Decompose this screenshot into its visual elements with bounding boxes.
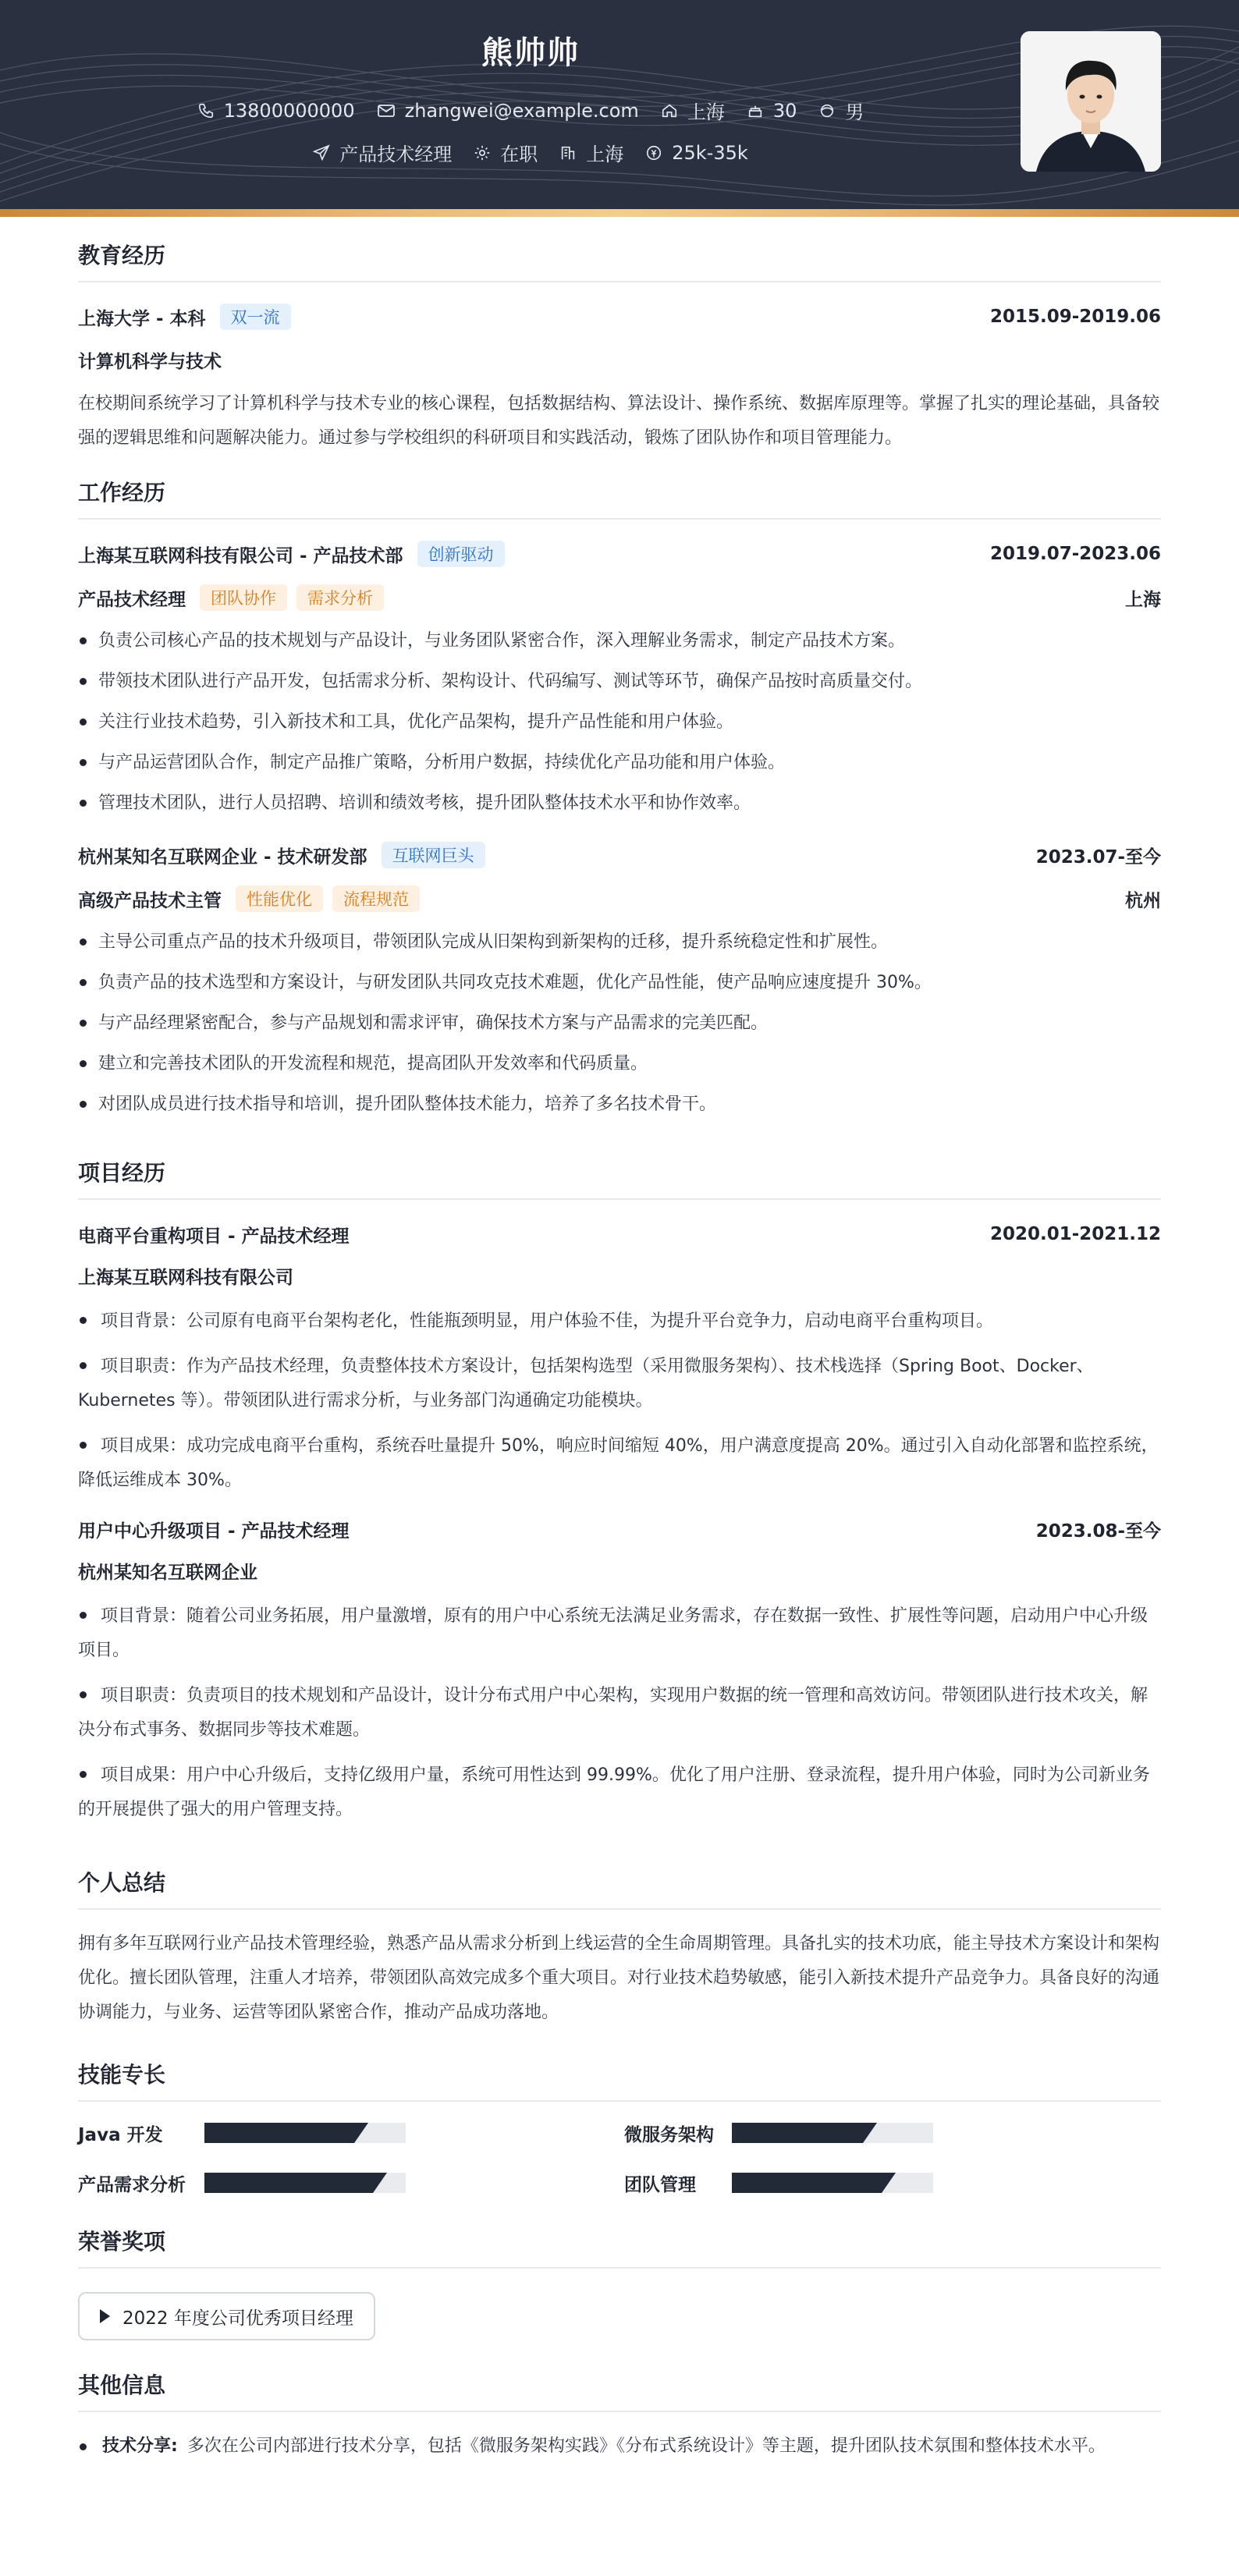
- list-item: 对团队成员进行技术指导和培训，提升团队整体技术能力，培养了多名技术骨干。: [78, 1084, 1161, 1125]
- city-text: 上海: [586, 144, 624, 165]
- section-title: 其他信息: [78, 2368, 1161, 2412]
- location-item: [661, 97, 725, 124]
- age-text: 30: [772, 99, 797, 122]
- money-icon: [645, 144, 662, 161]
- gender-icon: [818, 102, 836, 119]
- other-label: 技术分享:: [102, 2436, 178, 2456]
- project-details: [78, 1304, 1161, 1498]
- other-section: [78, 2340, 1161, 2464]
- avatar: [1021, 31, 1161, 172]
- list-item: 建立和完善技术团队的开发流程和规范，提高团队开发效率和代码质量。: [78, 1044, 1161, 1084]
- skill-name: Java 开发: [78, 2124, 163, 2145]
- skill-tag: 需求分析: [296, 584, 384, 611]
- project-company: 上海某互联网科技有限公司: [78, 1268, 293, 1288]
- skill-name: 微服务架构: [624, 2124, 714, 2145]
- skill-level-fill: [732, 2123, 863, 2143]
- gender-item: [818, 97, 864, 124]
- project-entry: [78, 1217, 1161, 1498]
- school-name: 上海大学 - 本科: [78, 308, 206, 329]
- position-text: 产品技术经理: [339, 144, 453, 165]
- education-description: 在校期间系统学习了计算机科学与技术专业的核心课程，包括数据结构、算法设计、操作系统、数据库原理等。掌握了扎实的理论基础，具备较强的逻辑思维和问题解决能力。通过参与学校组织的科研项目和实践活动，锻炼了团队协作和项目管理能力。: [78, 394, 1160, 448]
- contact-row: [0, 97, 1061, 124]
- phone-item: [197, 100, 355, 122]
- list-item: 项目职责：作为产品技术经理，负责整体技术方案设计，包括架构选型（采用微服务架构）、技术栈选择（Spring Boot、Docker、Kubernetes 等）。带领团队进行需求分析，与业务部门沟通确定功能模块。: [78, 1357, 1094, 1410]
- project-name: 用户中心升级项目 - 产品技术经理: [78, 1520, 350, 1542]
- list-item: 项目背景：随着公司业务拓展，用户量激增，原有的用户中心系统无法满足业务需求，存在数据一致性、扩展性等问题，启动用户中心升级项目。: [78, 1606, 1148, 1660]
- gear-icon: [474, 144, 491, 161]
- email-text: zhangwei@example.com: [404, 99, 639, 122]
- job-entry: [78, 838, 1161, 1125]
- school-tag: 双一流: [220, 303, 291, 330]
- work-section: [78, 456, 1161, 1125]
- status-text: 在职: [500, 144, 538, 165]
- skill-tag: 流程规范: [332, 885, 420, 912]
- job-intent-row: [0, 139, 1061, 166]
- resume-body: [0, 217, 1239, 2464]
- section-title: 技能专长: [78, 2058, 1161, 2102]
- job-role: 高级产品技术主管: [78, 890, 222, 911]
- summary-text: 拥有多年互联网行业产品技术管理经验，熟悉产品从需求分析到上线运营的全生命周期管理。具备扎实的技术功底，能主导技术方案设计和架构优化。擅长团队管理，注重人才培养，带领团队高效完成多个重大项目。对行业技术趋势敏感，能引入新技术提升产品竞争力。具备良好的沟通协调能力，与业务、运营等团队紧密合作，推动产品成功落地。: [78, 1934, 1160, 2022]
- major: 计算机科学与技术: [78, 352, 222, 372]
- status-item: [474, 139, 538, 166]
- other-item: [78, 2429, 1161, 2464]
- section-title: 个人总结: [78, 1866, 1161, 1910]
- gender-text: 男: [845, 101, 864, 123]
- job-date: 2023.07-至今: [1035, 846, 1161, 868]
- list-item: 项目职责：负责项目的技术规划和产品设计，设计分布式用户中心架构，实现用户数据的统一管理和高效访问。带领团队进行技术攻关，解决分布式事务、数据同步等技术难题。: [78, 1686, 1148, 1740]
- skill-bar: [204, 2123, 406, 2143]
- list-item: 主导公司重点产品的技术升级项目，带领团队完成从旧架构到新架构的迁移，提升系统稳定性和扩展性。: [78, 922, 1161, 963]
- age-item: [747, 100, 797, 122]
- skill-bar: [732, 2123, 933, 2143]
- summary-section: [78, 1838, 1161, 2030]
- list-item: 项目背景：公司原有电商平台架构老化，性能瓶颈明显，用户体验不佳，为提升平台竞争力，启动电商平台重构项目。: [78, 1304, 1161, 1339]
- accent-stripe: [0, 209, 1239, 217]
- project-details: [78, 1599, 1161, 1827]
- award-text: 2022 年度公司优秀项目经理: [122, 2308, 353, 2329]
- list-item: 与产品运营团队合作，制定产品推广策略，分析用户数据，持续优化产品功能和用户体验。: [78, 743, 1161, 783]
- list-item: 项目成果：成功完成电商平台重构，系统吞吐量提升 50%，响应时间缩短 40%，用户满意度提高 20%。通过引入自动化部署和监控系统，降低运维成本 30%。: [78, 1436, 1159, 1490]
- skill-item: [78, 2119, 624, 2147]
- project-entry: [78, 1512, 1161, 1827]
- job-location: 上海: [1125, 589, 1161, 610]
- skill-tag: 性能优化: [236, 885, 323, 912]
- award-item[interactable]: [78, 2292, 375, 2340]
- skill-bar: [204, 2173, 406, 2193]
- cake-icon: [747, 102, 764, 119]
- job-duties: [78, 621, 1161, 824]
- skill-item: [624, 2119, 1131, 2147]
- expand-triangle-icon: [100, 2309, 110, 2323]
- skills-section: [78, 2030, 1161, 2197]
- project-date: 2020.01-2021.12: [989, 1224, 1161, 1244]
- list-item: 项目成果：用户中心升级后，支持亿级用户量，系统可用性达到 99.99%。优化了用户注册、登录流程，提升用户体验，同时为公司新业务的开展提供了强大的用户管理支持。: [78, 1765, 1150, 1819]
- phone-icon: [197, 102, 215, 119]
- project-name: 电商平台重构项目 - 产品技术经理: [78, 1226, 350, 1247]
- education-date: 2015.09-2019.06: [989, 307, 1161, 327]
- salary-item: [645, 142, 748, 164]
- company-name: 杭州某知名互联网企业 - 技术研发部: [78, 846, 367, 868]
- project-company: 杭州某知名互联网企业: [78, 1563, 257, 1583]
- email-item: [377, 100, 639, 122]
- list-item: 管理技术团队，进行人员招聘、培训和绩效考核，提升团队整体技术水平和协作效率。: [78, 783, 1161, 824]
- skill-level-fill: [204, 2173, 373, 2193]
- profile-photo: [1021, 31, 1161, 172]
- skill-level-fill: [204, 2123, 354, 2143]
- other-text: 多次在公司内部进行技术分享，包括《微服务架构实践》《分布式系统设计》等主题，提升团队技术氛围和整体技术水平。: [186, 2436, 1106, 2456]
- city-item: [559, 139, 623, 166]
- company-name: 上海某互联网科技有限公司 - 产品技术部: [78, 545, 403, 566]
- company-tag: 创新驱动: [417, 541, 505, 567]
- job-role: 产品技术经理: [78, 589, 186, 610]
- company-tag: 互联网巨头: [382, 842, 485, 868]
- job-location: 杭州: [1125, 890, 1161, 911]
- bullet-dot: [80, 2443, 87, 2450]
- home-icon: [661, 102, 678, 119]
- candidate-name: 熊帅帅: [481, 35, 580, 71]
- salary-text: 25k-35k: [672, 141, 748, 164]
- skills-grid: [78, 2119, 1161, 2197]
- skill-name: 团队管理: [624, 2174, 696, 2195]
- projects-section: [78, 1125, 1161, 1827]
- education-section: [78, 217, 1161, 456]
- section-title: 荣誉奖项: [78, 2225, 1161, 2269]
- section-title: 教育经历: [78, 239, 1161, 282]
- skill-item: [78, 2169, 624, 2197]
- job-duties: [78, 922, 1161, 1125]
- list-item: 与产品经理紧密配合，参与产品规划和需求评审，确保技术方案与产品需求的完美匹配。: [78, 1003, 1161, 1044]
- mail-icon: [377, 102, 396, 119]
- location-text: 上海: [687, 101, 725, 123]
- skill-level-fill: [732, 2173, 882, 2193]
- position-item: [313, 139, 452, 166]
- skill-item: [624, 2169, 1131, 2197]
- section-title: 项目经历: [78, 1156, 1161, 1200]
- list-item: 带领技术团队进行产品开发，包括需求分析、架构设计、代码编写、测试等环节，确保产品按时高质量交付。: [78, 662, 1161, 702]
- section-title: 工作经历: [78, 476, 1161, 520]
- phone-text: 13800000000: [223, 99, 355, 122]
- skill-tag: 团队协作: [200, 584, 287, 611]
- project-date: 2023.08-至今: [1035, 1520, 1161, 1542]
- job-date: 2019.07-2023.06: [989, 544, 1161, 564]
- skill-bar: [732, 2173, 933, 2193]
- skill-name: 产品需求分析: [78, 2174, 186, 2195]
- education-header: [78, 300, 1161, 334]
- building-icon: [559, 144, 577, 161]
- list-item: 关注行业技术趋势，引入新技术和工具，优化产品架构，提升产品性能和用户体验。: [78, 702, 1161, 743]
- list-item: 负责公司核心产品的技术规划与产品设计，与业务团队紧密合作，深入理解业务需求，制定产品技术方案。: [78, 621, 1161, 662]
- resume-header: [0, 0, 1239, 217]
- job-entry: [78, 537, 1161, 824]
- list-item: 负责产品的技术选型和方案设计，与研发团队共同攻克技术难题，优化产品性能，使产品响应速度提升 30%。: [78, 963, 1161, 1003]
- awards-section: [78, 2197, 1161, 2340]
- send-icon: [313, 144, 330, 161]
